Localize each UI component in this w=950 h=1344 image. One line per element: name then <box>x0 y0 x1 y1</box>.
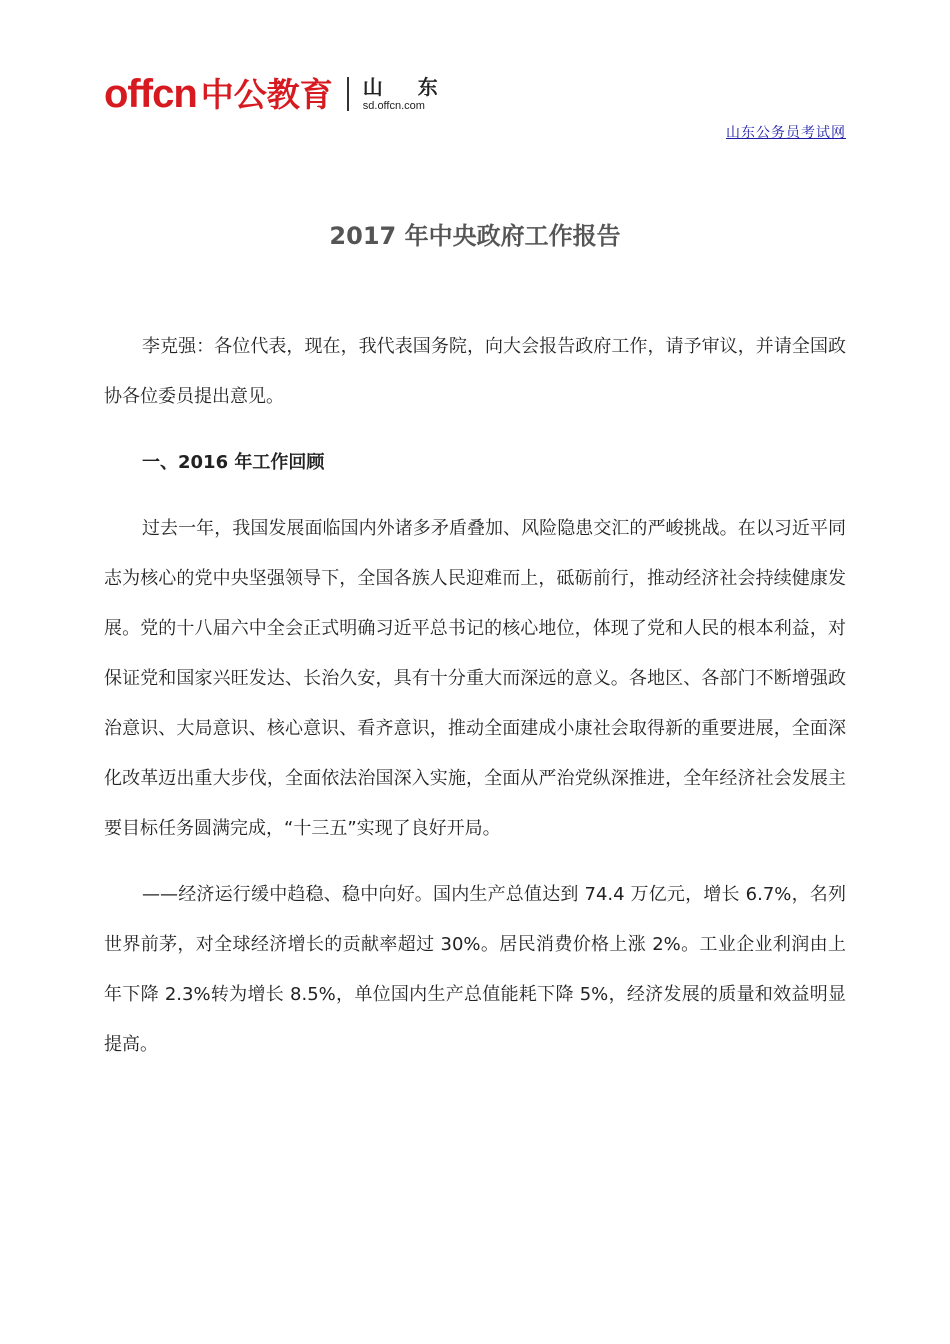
document-body <box>104 322 846 1086</box>
document-title: 2017 年中央政府工作报告 <box>329 222 621 250</box>
shandong-civil-service-link[interactable]: 山东公务员考试网 <box>726 125 846 141</box>
logo-chinese-text: 中公教育 <box>200 74 333 114</box>
logo-offcn-text: offcn <box>104 72 197 116</box>
section-heading: 一、2016 年工作回顾 <box>142 452 325 473</box>
brand-logo <box>104 66 452 122</box>
intro-paragraph: 李克强：各位代表，现在，我代表国务院，向大会报告政府工作，请予审议，并请全国政协各位委员提出意见。 <box>104 336 846 407</box>
logo-region-domain: sd.offcn.com <box>362 100 425 112</box>
logo-divider <box>347 77 349 111</box>
review-paragraph: 过去一年，我国发展面临国内外诸多矛盾叠加、风险隐患交汇的严峻挑战。在以习近平同志为核心的党中央坚强领导下，全国各族人民迎难而上，砥砺前行，推动经济社会持续健康发展。党的十八届六中全会正式明确习近平总书记的核心地位，体现了党和人民的根本利益，对保证党和国家兴旺发达、长治久安，具有十分重大而深远的意义。各地区、各部门不断增强政治意识、大局意识、核心意识、看齐意识，推动全面建成小康社会取得新的重要进展，全面深化改革迈出重大步伐，全面依法治国深入实施，全面从严治党纵深推进，全年经济社会发展主要目标任务圆满完成，“十三五”实现了良好开局。 <box>104 518 846 839</box>
logo-region <box>363 76 452 112</box>
logo-region-name: 山 东 <box>362 75 452 99</box>
economy-paragraph: ——经济运行缓中趋稳、稳中向好。国内生产总值达到 74.4 万亿元，增长 6.7%，名列世界前茅，对全球经济增长的贡献率超过 30%。居民消费价格上涨 2%。工业企业利润由上年下降 2.3%转为增长 8.5%，单位国内生产总值能耗下降 5%，经济发展的质量和效益明显提高。 <box>104 884 846 1055</box>
